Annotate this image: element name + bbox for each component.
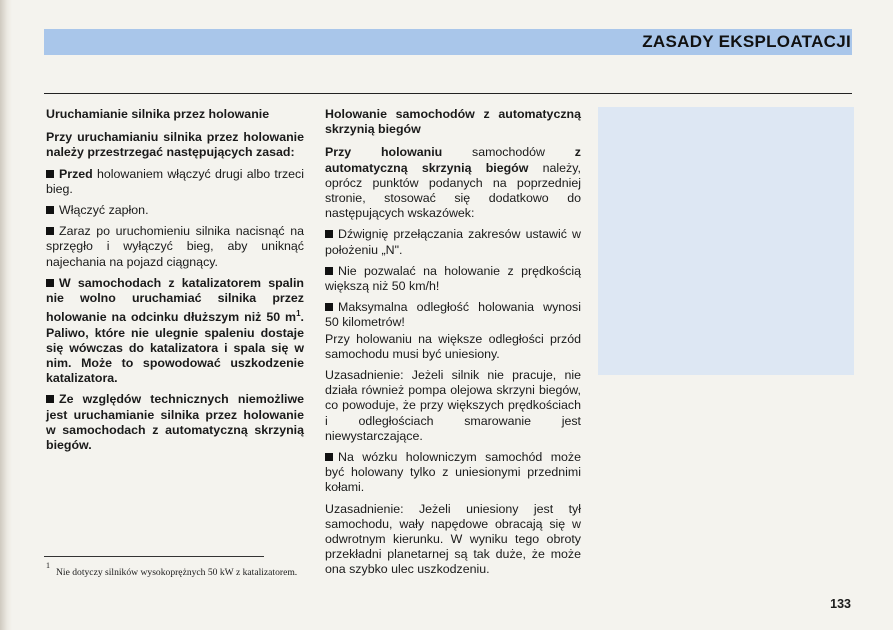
col2-heading: Holowanie samochodów z automatyczną skrzynią biegów (325, 107, 581, 137)
bullet-square-icon (46, 170, 54, 178)
section-title: ZASADY EKSPLOATACJI (642, 32, 851, 51)
col2-intro-bold-2: z automatyczną skrzynią biegów (325, 145, 581, 175)
col2-item-4-text: Na wózku holowniczym samochód może być holowany tylko z uniesionymi przednimi kołami. (325, 450, 581, 495)
page-number: 133 (830, 597, 851, 611)
bullet-square-icon (325, 453, 333, 461)
footnote-rule (44, 556, 264, 557)
header-rule (44, 93, 852, 94)
footnote-ref: 1 (296, 309, 301, 319)
col2-intro (325, 145, 581, 221)
bullet-square-icon (46, 206, 54, 214)
col2-item-3-text: Maksymalna odległość holowania wynosi 50 kilometrów! (325, 300, 581, 330)
col2-item-3 (325, 300, 581, 330)
col1-intro: Przy uruchamianiu silnika przez holowanie należy przestrzegać następujących zasad: (46, 130, 304, 160)
col2-para-a: Przy holowaniu na większe odległości przód samochodu musi być uniesiony. (325, 331, 581, 361)
col1-item-5-text: Ze względów technicznych niemożliwe jest uruchamianie silnika przez holowanie w samochodach z automatyczną skrzynią biegów. (46, 392, 304, 452)
col2-para-c: Uzasadnienie: Jeżeli uniesiony jest tył samochodu, wały napędowe obracają się w odwrotnym kierunku. W wyniku tego obroty przekładni planetarnej są tak duże, że może ona szybko ulec uszkodzeniu. (325, 501, 581, 577)
col1-item-4-text-b: . Paliwo, które nie ulegnie spaleniu dostaje się wówczas do katalizatora i spala się w nim. Może to spowodować uszkodzenie katalizatora. (46, 310, 304, 386)
bullet-square-icon (325, 230, 333, 238)
footnote-text: Nie dotyczy silników wysokoprężnych 50 kW z katalizatorem. (56, 567, 298, 579)
bullet-square-icon (325, 267, 333, 275)
page-left-edge (0, 0, 12, 630)
col1-item-2 (46, 203, 304, 218)
col2-para-b: Uzasadnienie: Jeżeli silnik nie pracuje, nie działa również pompa olejowa skrzyni biegów, co powoduje, że przy większych prędkościach i odległościach smarowanie jest niewystarczające. (325, 368, 581, 443)
col1-item-4 (46, 276, 304, 387)
col1-heading: Uruchamianie silnika przez holowanie (46, 107, 270, 121)
col2-item-1 (325, 227, 581, 257)
column-left (46, 107, 304, 459)
col2-item-1-text: Dźwignię przełączania zakresów ustawić w położeniu „N". (325, 227, 581, 257)
col2-intro-bold-1: Przy holowaniu (325, 145, 443, 160)
col2-intro-mid: samochodów (442, 145, 575, 160)
col2-item-4 (325, 450, 581, 496)
col1-item-2-text: Włączyć zapłon. (59, 203, 149, 218)
col1-item-4-text-a: W samochodach z katalizatorem spalin nie wolno uruchamiać silnika przez holowanie na odcinku dłuższym niż 50 m (46, 275, 304, 325)
footnote (46, 562, 306, 579)
col2-intro-rest: należy, oprócz punktów podanych na poprzedniej stronie, stosować się dodatkowo do następujących wskazówek: (325, 160, 581, 221)
info-panel (598, 107, 854, 375)
col2-item-2 (325, 264, 581, 294)
col1-item-3-text: Zaraz po uruchomieniu silnika nacisnąć na sprzęgło i wyłączyć bieg, aby uniknąć najechania na pojazd ciągnący. (46, 224, 304, 269)
bullet-square-icon (46, 395, 54, 403)
col1-item-5 (46, 392, 304, 453)
col1-item-1-bold: Przed (59, 166, 93, 181)
bullet-square-icon (46, 279, 54, 287)
bullet-square-icon (46, 227, 54, 235)
footnote-marker: 1 (46, 561, 50, 570)
col1-item-1-text: holowaniem włączyć drugi albo trzeci bieg. (46, 166, 304, 196)
bullet-square-icon (325, 303, 333, 311)
col2-item-2-text: Nie pozwalać na holowanie z prędkością większą niż 50 km/h! (325, 263, 581, 294)
col1-item-3 (46, 224, 304, 270)
column-middle (325, 107, 581, 584)
col1-item-1 (46, 167, 304, 197)
